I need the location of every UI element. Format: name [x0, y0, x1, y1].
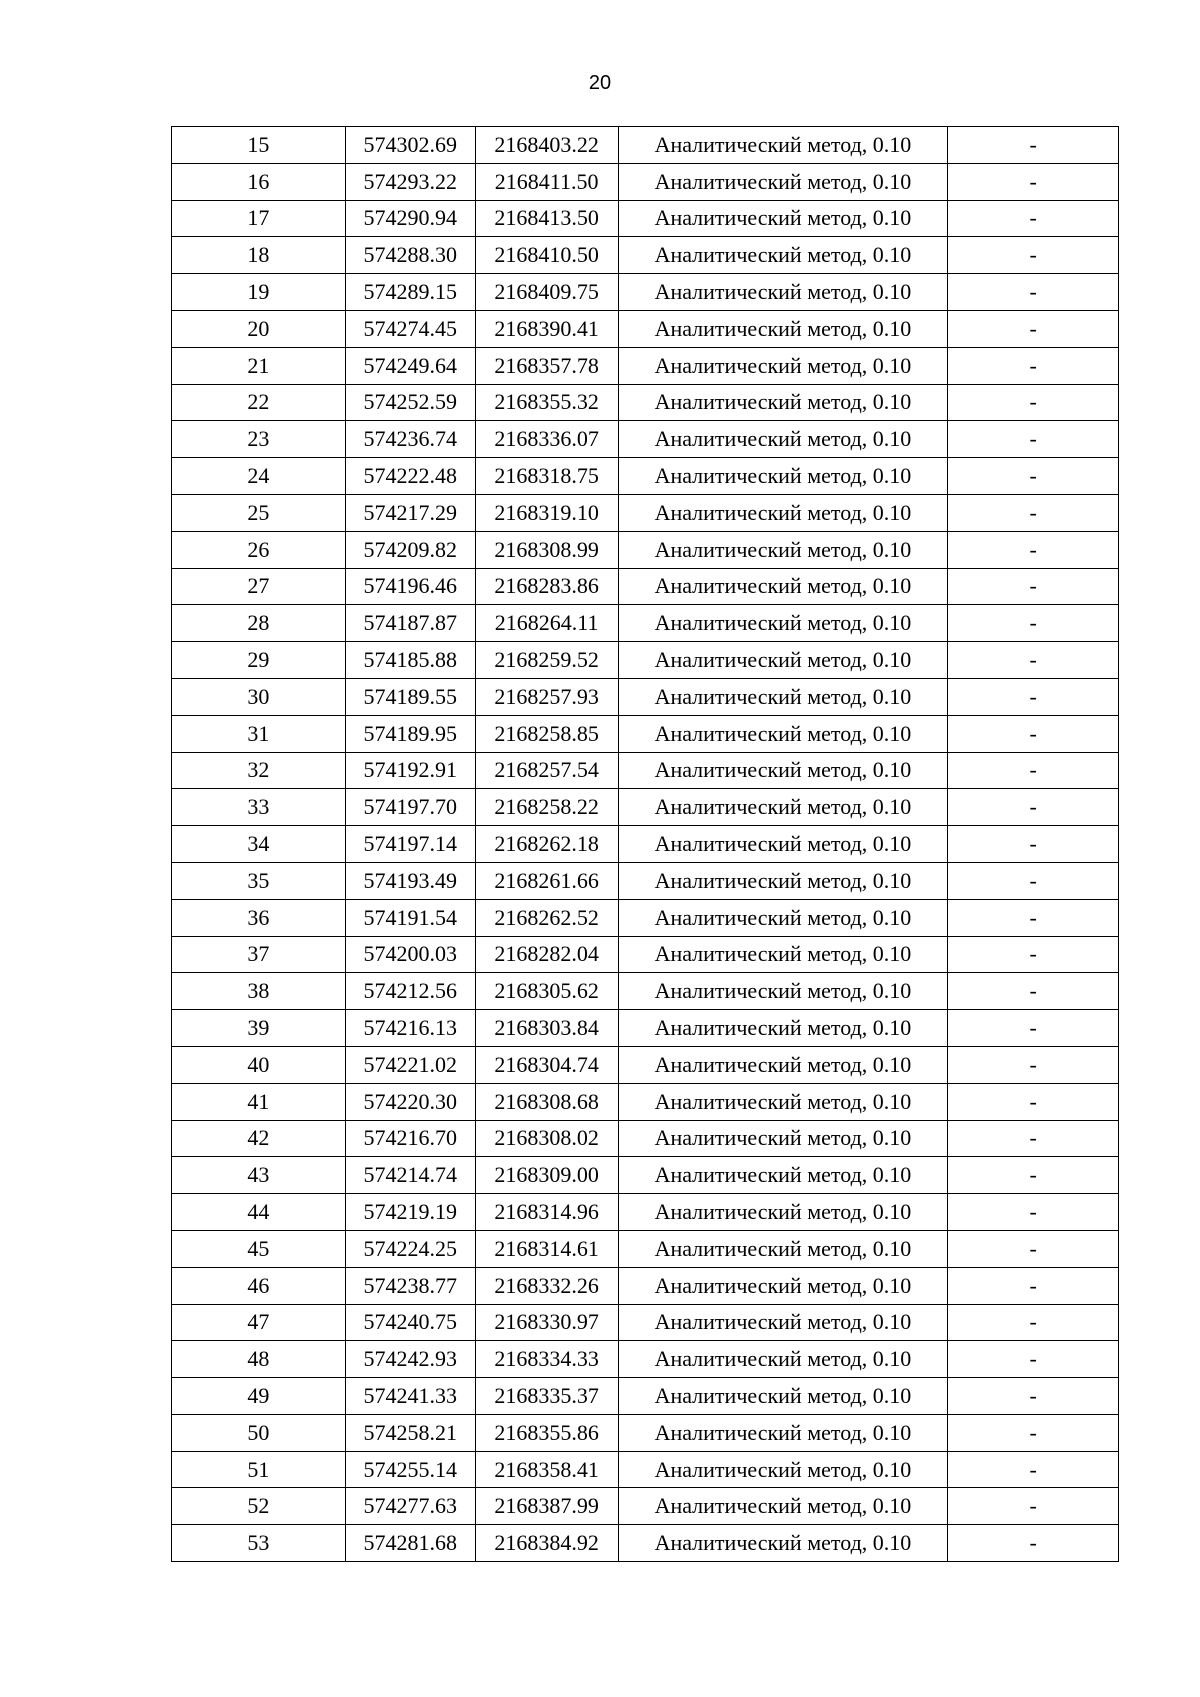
method-accuracy-cell: Аналитический метод, 0.10: [618, 1378, 948, 1415]
x-coordinate-cell: 574255.14: [345, 1451, 475, 1488]
y-coordinate-cell: 2168330.97: [475, 1304, 618, 1341]
table-row: [172, 494, 1119, 531]
y-coordinate-cell: 2168282.04: [475, 936, 618, 973]
method-accuracy-cell: Аналитический метод, 0.10: [618, 1083, 948, 1120]
x-coordinate-cell: 574252.59: [345, 384, 475, 421]
note-cell: -: [948, 973, 1119, 1010]
note-cell: -: [948, 458, 1119, 495]
table-row: [172, 1378, 1119, 1415]
note-cell: -: [948, 752, 1119, 789]
point-number-cell: 49: [172, 1378, 346, 1415]
table-row: [172, 1414, 1119, 1451]
coordinates-table: [171, 126, 1119, 1562]
x-coordinate-cell: 574191.54: [345, 899, 475, 936]
table-row: [172, 127, 1119, 164]
note-cell: -: [948, 1194, 1119, 1231]
note-cell: -: [948, 1046, 1119, 1083]
method-accuracy-cell: Аналитический метод, 0.10: [618, 936, 948, 973]
method-accuracy-cell: Аналитический метод, 0.10: [618, 1414, 948, 1451]
y-coordinate-cell: 2168262.18: [475, 826, 618, 863]
point-number-cell: 17: [172, 200, 346, 237]
y-coordinate-cell: 2168411.50: [475, 163, 618, 200]
y-coordinate-cell: 2168258.22: [475, 789, 618, 826]
method-accuracy-cell: Аналитический метод, 0.10: [618, 1194, 948, 1231]
note-cell: -: [948, 715, 1119, 752]
y-coordinate-cell: 2168261.66: [475, 862, 618, 899]
x-coordinate-cell: 574209.82: [345, 531, 475, 568]
method-accuracy-cell: Аналитический метод, 0.10: [618, 752, 948, 789]
method-accuracy-cell: Аналитический метод, 0.10: [618, 1525, 948, 1562]
method-accuracy-cell: Аналитический метод, 0.10: [618, 789, 948, 826]
x-coordinate-cell: 574197.70: [345, 789, 475, 826]
x-coordinate-cell: 574193.49: [345, 862, 475, 899]
note-cell: -: [948, 531, 1119, 568]
note-cell: -: [948, 568, 1119, 605]
y-coordinate-cell: 2168257.54: [475, 752, 618, 789]
point-number-cell: 36: [172, 899, 346, 936]
table-row: [172, 1304, 1119, 1341]
coordinates-table-body: [172, 127, 1119, 1562]
note-cell: -: [948, 347, 1119, 384]
x-coordinate-cell: 574302.69: [345, 127, 475, 164]
note-cell: -: [948, 237, 1119, 274]
x-coordinate-cell: 574293.22: [345, 163, 475, 200]
table-row: [172, 310, 1119, 347]
point-number-cell: 24: [172, 458, 346, 495]
method-accuracy-cell: Аналитический метод, 0.10: [618, 421, 948, 458]
method-accuracy-cell: Аналитический метод, 0.10: [618, 642, 948, 679]
table-row: [172, 163, 1119, 200]
method-accuracy-cell: Аналитический метод, 0.10: [618, 862, 948, 899]
point-number-cell: 42: [172, 1120, 346, 1157]
method-accuracy-cell: Аналитический метод, 0.10: [618, 715, 948, 752]
y-coordinate-cell: 2168308.02: [475, 1120, 618, 1157]
table-row: [172, 1488, 1119, 1525]
y-coordinate-cell: 2168409.75: [475, 274, 618, 311]
method-accuracy-cell: Аналитический метод, 0.10: [618, 605, 948, 642]
note-cell: -: [948, 1157, 1119, 1194]
method-accuracy-cell: Аналитический метод, 0.10: [618, 826, 948, 863]
method-accuracy-cell: Аналитический метод, 0.10: [618, 1046, 948, 1083]
x-coordinate-cell: 574277.63: [345, 1488, 475, 1525]
x-coordinate-cell: 574288.30: [345, 237, 475, 274]
note-cell: -: [948, 1378, 1119, 1415]
point-number-cell: 43: [172, 1157, 346, 1194]
note-cell: -: [948, 384, 1119, 421]
table-row: [172, 1083, 1119, 1120]
method-accuracy-cell: Аналитический метод, 0.10: [618, 568, 948, 605]
y-coordinate-cell: 2168332.26: [475, 1267, 618, 1304]
y-coordinate-cell: 2168319.10: [475, 494, 618, 531]
note-cell: -: [948, 605, 1119, 642]
y-coordinate-cell: 2168264.11: [475, 605, 618, 642]
method-accuracy-cell: Аналитический метод, 0.10: [618, 458, 948, 495]
table-row: [172, 1010, 1119, 1047]
point-number-cell: 38: [172, 973, 346, 1010]
method-accuracy-cell: Аналитический метод, 0.10: [618, 310, 948, 347]
x-coordinate-cell: 574187.87: [345, 605, 475, 642]
note-cell: -: [948, 1488, 1119, 1525]
table-row: [172, 1341, 1119, 1378]
note-cell: -: [948, 163, 1119, 200]
point-number-cell: 46: [172, 1267, 346, 1304]
method-accuracy-cell: Аналитический метод, 0.10: [618, 163, 948, 200]
table-row: [172, 458, 1119, 495]
x-coordinate-cell: 574238.77: [345, 1267, 475, 1304]
point-number-cell: 32: [172, 752, 346, 789]
y-coordinate-cell: 2168305.62: [475, 973, 618, 1010]
note-cell: -: [948, 899, 1119, 936]
point-number-cell: 23: [172, 421, 346, 458]
method-accuracy-cell: Аналитический метод, 0.10: [618, 200, 948, 237]
method-accuracy-cell: Аналитический метод, 0.10: [618, 384, 948, 421]
table-row: [172, 826, 1119, 863]
point-number-cell: 27: [172, 568, 346, 605]
x-coordinate-cell: 574216.70: [345, 1120, 475, 1157]
point-number-cell: 53: [172, 1525, 346, 1562]
x-coordinate-cell: 574219.19: [345, 1194, 475, 1231]
table-row: [172, 531, 1119, 568]
x-coordinate-cell: 574216.13: [345, 1010, 475, 1047]
point-number-cell: 18: [172, 237, 346, 274]
table-row: [172, 605, 1119, 642]
x-coordinate-cell: 574212.56: [345, 973, 475, 1010]
table-row: [172, 752, 1119, 789]
y-coordinate-cell: 2168303.84: [475, 1010, 618, 1047]
point-number-cell: 51: [172, 1451, 346, 1488]
x-coordinate-cell: 574258.21: [345, 1414, 475, 1451]
y-coordinate-cell: 2168384.92: [475, 1525, 618, 1562]
method-accuracy-cell: Аналитический метод, 0.10: [618, 899, 948, 936]
point-number-cell: 34: [172, 826, 346, 863]
point-number-cell: 45: [172, 1230, 346, 1267]
x-coordinate-cell: 574189.95: [345, 715, 475, 752]
y-coordinate-cell: 2168308.99: [475, 531, 618, 568]
table-row: [172, 678, 1119, 715]
x-coordinate-cell: 574220.30: [345, 1083, 475, 1120]
point-number-cell: 26: [172, 531, 346, 568]
x-coordinate-cell: 574189.55: [345, 678, 475, 715]
table-row: [172, 642, 1119, 679]
table-row: [172, 789, 1119, 826]
method-accuracy-cell: Аналитический метод, 0.10: [618, 531, 948, 568]
x-coordinate-cell: 574241.33: [345, 1378, 475, 1415]
table-row: [172, 237, 1119, 274]
table-row: [172, 200, 1119, 237]
table-row: [172, 347, 1119, 384]
x-coordinate-cell: 574289.15: [345, 274, 475, 311]
table-row: [172, 715, 1119, 752]
point-number-cell: 21: [172, 347, 346, 384]
x-coordinate-cell: 574236.74: [345, 421, 475, 458]
point-number-cell: 25: [172, 494, 346, 531]
point-number-cell: 19: [172, 274, 346, 311]
y-coordinate-cell: 2168410.50: [475, 237, 618, 274]
x-coordinate-cell: 574242.93: [345, 1341, 475, 1378]
table-row: [172, 421, 1119, 458]
point-number-cell: 40: [172, 1046, 346, 1083]
table-row: [172, 1451, 1119, 1488]
x-coordinate-cell: 574274.45: [345, 310, 475, 347]
point-number-cell: 20: [172, 310, 346, 347]
x-coordinate-cell: 574281.68: [345, 1525, 475, 1562]
point-number-cell: 15: [172, 127, 346, 164]
method-accuracy-cell: Аналитический метод, 0.10: [618, 1488, 948, 1525]
note-cell: -: [948, 1451, 1119, 1488]
point-number-cell: 16: [172, 163, 346, 200]
table-row: [172, 899, 1119, 936]
method-accuracy-cell: Аналитический метод, 0.10: [618, 1267, 948, 1304]
point-number-cell: 33: [172, 789, 346, 826]
note-cell: -: [948, 274, 1119, 311]
method-accuracy-cell: Аналитический метод, 0.10: [618, 678, 948, 715]
note-cell: -: [948, 789, 1119, 826]
method-accuracy-cell: Аналитический метод, 0.10: [618, 1304, 948, 1341]
note-cell: -: [948, 1267, 1119, 1304]
y-coordinate-cell: 2168387.99: [475, 1488, 618, 1525]
table-row: [172, 274, 1119, 311]
y-coordinate-cell: 2168334.33: [475, 1341, 618, 1378]
y-coordinate-cell: 2168358.41: [475, 1451, 618, 1488]
method-accuracy-cell: Аналитический метод, 0.10: [618, 1451, 948, 1488]
y-coordinate-cell: 2168403.22: [475, 127, 618, 164]
note-cell: -: [948, 826, 1119, 863]
x-coordinate-cell: 574290.94: [345, 200, 475, 237]
x-coordinate-cell: 574196.46: [345, 568, 475, 605]
note-cell: -: [948, 862, 1119, 899]
point-number-cell: 52: [172, 1488, 346, 1525]
x-coordinate-cell: 574224.25: [345, 1230, 475, 1267]
x-coordinate-cell: 574221.02: [345, 1046, 475, 1083]
point-number-cell: 30: [172, 678, 346, 715]
x-coordinate-cell: 574192.91: [345, 752, 475, 789]
x-coordinate-cell: 574200.03: [345, 936, 475, 973]
y-coordinate-cell: 2168390.41: [475, 310, 618, 347]
note-cell: -: [948, 936, 1119, 973]
note-cell: -: [948, 127, 1119, 164]
point-number-cell: 41: [172, 1083, 346, 1120]
y-coordinate-cell: 2168335.37: [475, 1378, 618, 1415]
point-number-cell: 47: [172, 1304, 346, 1341]
note-cell: -: [948, 310, 1119, 347]
note-cell: -: [948, 642, 1119, 679]
y-coordinate-cell: 2168314.96: [475, 1194, 618, 1231]
table-row: [172, 568, 1119, 605]
point-number-cell: 31: [172, 715, 346, 752]
method-accuracy-cell: Аналитический метод, 0.10: [618, 237, 948, 274]
x-coordinate-cell: 574197.14: [345, 826, 475, 863]
y-coordinate-cell: 2168355.86: [475, 1414, 618, 1451]
x-coordinate-cell: 574185.88: [345, 642, 475, 679]
table-row: [172, 862, 1119, 899]
method-accuracy-cell: Аналитический метод, 0.10: [618, 494, 948, 531]
x-coordinate-cell: 574217.29: [345, 494, 475, 531]
y-coordinate-cell: 2168262.52: [475, 899, 618, 936]
note-cell: -: [948, 1304, 1119, 1341]
point-number-cell: 28: [172, 605, 346, 642]
point-number-cell: 39: [172, 1010, 346, 1047]
note-cell: -: [948, 678, 1119, 715]
point-number-cell: 44: [172, 1194, 346, 1231]
y-coordinate-cell: 2168336.07: [475, 421, 618, 458]
method-accuracy-cell: Аналитический метод, 0.10: [618, 1157, 948, 1194]
page-number: 20: [588, 72, 612, 94]
method-accuracy-cell: Аналитический метод, 0.10: [618, 1341, 948, 1378]
y-coordinate-cell: 2168318.75: [475, 458, 618, 495]
method-accuracy-cell: Аналитический метод, 0.10: [618, 347, 948, 384]
table-row: [172, 1120, 1119, 1157]
y-coordinate-cell: 2168257.93: [475, 678, 618, 715]
table-row: [172, 384, 1119, 421]
x-coordinate-cell: 574249.64: [345, 347, 475, 384]
y-coordinate-cell: 2168309.00: [475, 1157, 618, 1194]
x-coordinate-cell: 574240.75: [345, 1304, 475, 1341]
table-row: [172, 1230, 1119, 1267]
x-coordinate-cell: 574214.74: [345, 1157, 475, 1194]
table-row: [172, 1194, 1119, 1231]
y-coordinate-cell: 2168357.78: [475, 347, 618, 384]
point-number-cell: 22: [172, 384, 346, 421]
y-coordinate-cell: 2168283.86: [475, 568, 618, 605]
y-coordinate-cell: 2168304.74: [475, 1046, 618, 1083]
note-cell: -: [948, 494, 1119, 531]
table-row: [172, 1157, 1119, 1194]
table-row: [172, 1046, 1119, 1083]
point-number-cell: 37: [172, 936, 346, 973]
table-row: [172, 936, 1119, 973]
method-accuracy-cell: Аналитический метод, 0.10: [618, 1010, 948, 1047]
method-accuracy-cell: Аналитический метод, 0.10: [618, 973, 948, 1010]
note-cell: -: [948, 1341, 1119, 1378]
note-cell: -: [948, 1414, 1119, 1451]
method-accuracy-cell: Аналитический метод, 0.10: [618, 127, 948, 164]
note-cell: -: [948, 1083, 1119, 1120]
point-number-cell: 50: [172, 1414, 346, 1451]
table-row: [172, 973, 1119, 1010]
note-cell: -: [948, 421, 1119, 458]
y-coordinate-cell: 2168308.68: [475, 1083, 618, 1120]
point-number-cell: 29: [172, 642, 346, 679]
y-coordinate-cell: 2168314.61: [475, 1230, 618, 1267]
point-number-cell: 35: [172, 862, 346, 899]
y-coordinate-cell: 2168258.85: [475, 715, 618, 752]
method-accuracy-cell: Аналитический метод, 0.10: [618, 1230, 948, 1267]
note-cell: -: [948, 1120, 1119, 1157]
note-cell: -: [948, 1010, 1119, 1047]
note-cell: -: [948, 1525, 1119, 1562]
method-accuracy-cell: Аналитический метод, 0.10: [618, 274, 948, 311]
y-coordinate-cell: 2168413.50: [475, 200, 618, 237]
x-coordinate-cell: 574222.48: [345, 458, 475, 495]
note-cell: -: [948, 200, 1119, 237]
table-row: [172, 1525, 1119, 1562]
table-row: [172, 1267, 1119, 1304]
note-cell: -: [948, 1230, 1119, 1267]
y-coordinate-cell: 2168259.52: [475, 642, 618, 679]
y-coordinate-cell: 2168355.32: [475, 384, 618, 421]
method-accuracy-cell: Аналитический метод, 0.10: [618, 1120, 948, 1157]
point-number-cell: 48: [172, 1341, 346, 1378]
